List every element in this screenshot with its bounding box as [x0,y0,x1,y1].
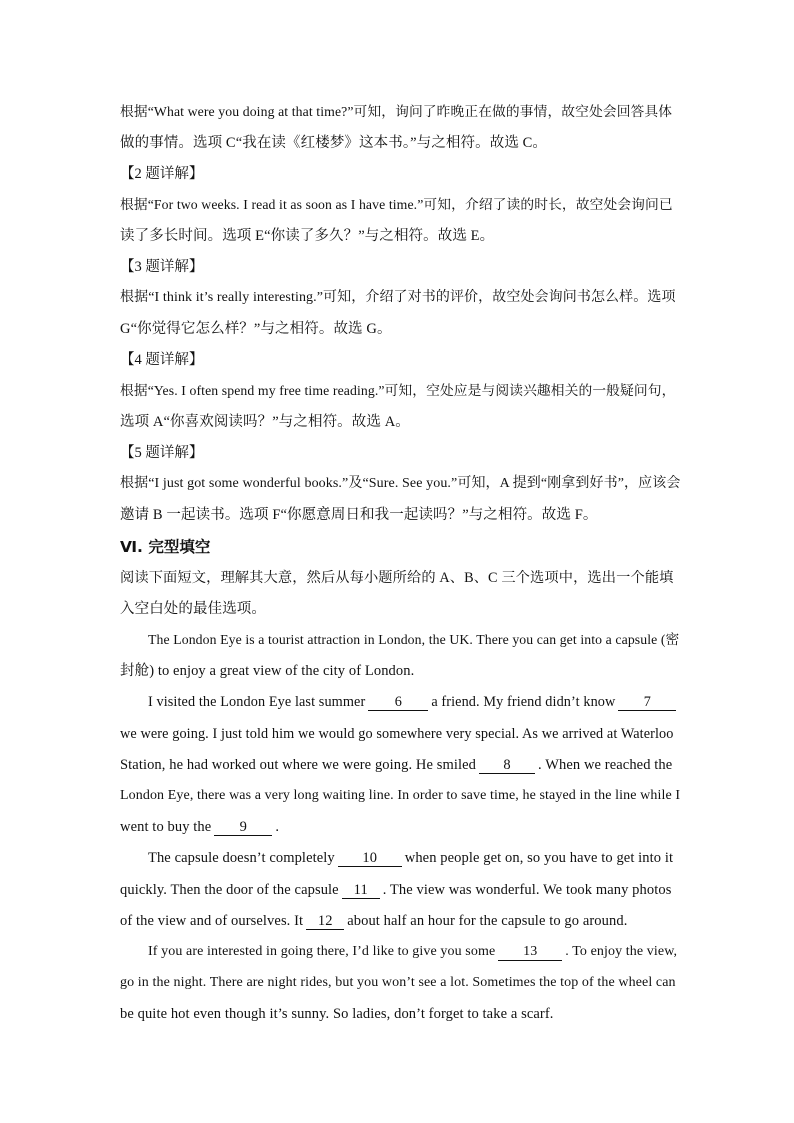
passage-p1-line-1: The London Eye is a tourist attraction in London, the UK. There you can get into a capsule (密 [148,632,680,647]
q2-analysis-line-1: 根据“For two weeks. I read it as soon as I have time.”可知，介绍了读的时长，故空处会询问已 [120,197,673,212]
passage-p2-line-2: we were going. I just told him we would go somewhere very special. As we arrived at Waterloo [120,726,674,742]
passage-p4-line-2: go in the night. There are night rides, but you won’t see a lot. Sometimes the top of the wheel can [120,975,676,990]
passage-p1-line-2: 封舱) to enjoy a great view of the city of London. [120,663,415,679]
passage-text: when people get on, so you have to get into it [404,850,674,866]
passage-text: a friend. My friend didn’t know [431,694,616,710]
q5-analysis-line-1: 根据“I just got some wonderful books.”及“Sure. See you.”可知，A 提到“刚拿到好书”，应该会 [120,476,681,491]
passage-text: . When we reached the [538,757,673,773]
q2-analysis-line-2: 读了多长时间。选项 E“你读了多久？”与之相符。故选 E。 [120,228,495,244]
passage-text: Station, he had worked out where we were going. He smiled [120,757,477,773]
passage-text: of the view and of ourselves. It [120,913,304,929]
blank-12: 12 [306,913,344,930]
passage-text: quickly. Then the door of the capsule [120,882,339,898]
q4-analysis-line-1: 根据“Yes. I often spend my free time reading.”可知，空处应是与阅读兴趣相关的一般疑问句， [120,383,676,398]
q5-analysis-line-2: 邀请 B 一起读书。选项 F“你愿意周日和我一起读吗？”与之相符。故选 F。 [120,507,598,523]
blank-8: 8 [479,757,535,774]
passage-p4-line-3: be quite hot even though it’s sunny. So ladies, don’t forget to take a scarf. [120,1006,554,1022]
blank-6: 6 [368,694,428,711]
blank-11: 11 [342,882,380,899]
passage-p3-line-3 [120,911,680,931]
q4-analysis-line-2: 选项 A“你喜欢阅读吗？”与之相符。故选 A。 [120,414,410,430]
passage-text: If you are interested in going there, I’d like to give you some [148,944,496,959]
passage-p2-line-4: London Eye, there was a very long waiting line. In order to save time, he stayed in the line while I [120,788,681,803]
q3-analysis-line-1: 根据“I think it’s really interesting.”可知，介绍了对书的评价，故空处会询问书怎么样。选项 [120,290,676,305]
passage-p2-line-3 [120,755,680,775]
passage-p4-line-1 [148,942,680,962]
passage-text: . To enjoy the view, [565,944,678,959]
passage-p2-line-5 [120,817,680,837]
passage-p3-line-1 [148,848,680,868]
blank-10: 10 [338,850,402,867]
passage-text: I visited the London Eye last summer [148,694,366,710]
q4-title: 【4 题详解】 [120,352,204,368]
passage-text: . [275,819,280,835]
passage-text: went to buy the [120,819,212,835]
q2-title: 【2 题详解】 [120,166,204,182]
section-instruction-line-2: 入空白处的最佳选项。 [120,601,266,617]
passage-text: The capsule doesn’t completely [148,850,335,866]
q3-analysis-line-2: G“你觉得它怎么样？”与之相符。故选 G。 [120,321,392,337]
q1-analysis-line-1: 根据“What were you doing at that time?”可知，询问了昨晚正在做的事情，故空处会回答具体 [120,104,673,119]
blank-7: 7 [618,694,676,711]
blank-13: 13 [498,944,562,961]
blank-9: 9 [214,819,272,836]
passage-p3-line-2 [120,880,680,900]
q1-analysis-line-2: 做的事情。选项 C“我在读《红楼梦》这本书。”与之相符。故选 C。 [120,135,548,151]
passage-text: . The view was wonderful. We took many photos [382,882,672,898]
section-instruction-line-1: 阅读下面短文，理解其大意，然后从每小题所给的 A、B、C 三个选项中，选出一个能填 [120,570,674,586]
passage-text: about half an hour for the capsule to go around. [347,913,628,929]
q5-title: 【5 题详解】 [120,445,204,461]
passage-p2-line-1 [148,692,680,712]
q3-title: 【3 题详解】 [120,259,204,275]
section-heading: Ⅵ. 完型填空 [120,538,211,556]
